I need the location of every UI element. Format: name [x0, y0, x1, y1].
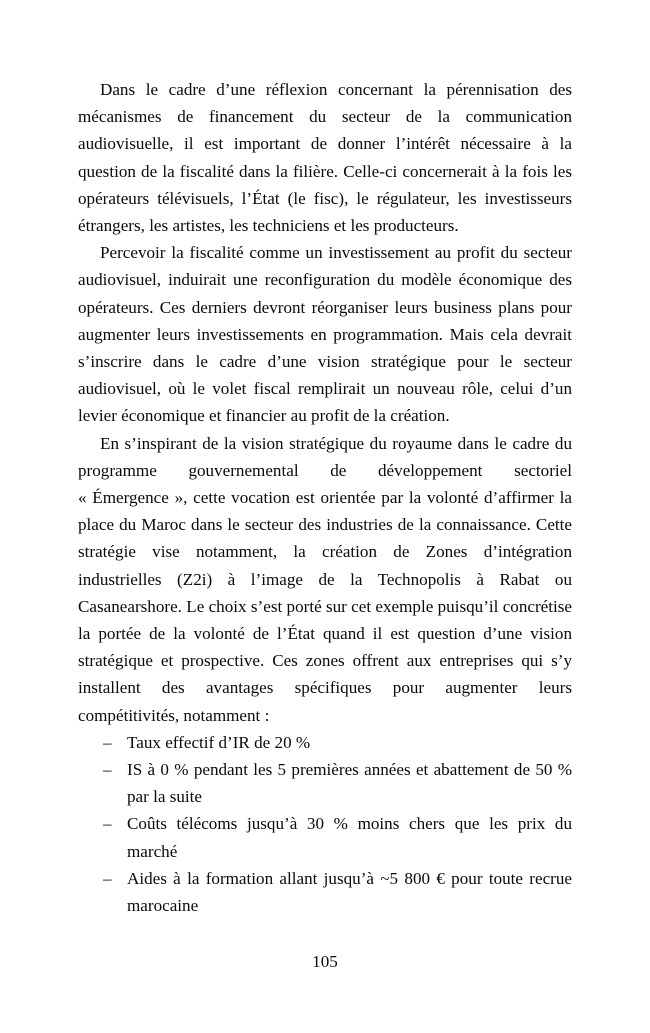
list-dash-icon: –: [103, 760, 112, 780]
list-item-label: Taux effectif d’IR de 20 %: [127, 732, 311, 752]
paragraph-vision-strategique-emergence: En s’inspirant de la vision stratégique du royaume dans le cadre du programme gouvernemental de développement sectoriel « Émergence », cette vocation est orientée par la volonté d’affirmer la place du Maroc dans le secteur des industries de la connaissance. Cette stratégie vise notamment, la création de Zones d’intégration industrielles (Z2i) à l’image de la Technopolis à Rabat ou Casanearshore. Le choix s’est porté sur cet exemple puisqu’il concrétise la portée de la volonté de l’État quand il est question d’une vision stratégique et prospective. Ces zones offrent aux entreprises qui s’y installent des avantages spécifiques pour augmenter leurs compétitivités, notamment :: [78, 433, 572, 725]
list-dash-icon: –: [103, 868, 112, 888]
list-item-label: Aides à la formation allant jusqu’à ~5 800 € pour toute recrue marocaine: [127, 868, 572, 916]
advantages-list: [78, 729, 572, 919]
list-item: [78, 729, 572, 756]
paragraph-fiscalite-investissement: Percevoir la fiscalité comme un investissement au profit du secteur audiovisuel, induirait une reconfiguration du modèle économique des opérateurs. Ces derniers devront réorganiser leurs business plans pour augmenter leurs investissements en programmation. Mais cela devrait s’inscrire dans le cadre d’une vision stratégique pour le secteur audiovisuel, où le volet fiscal remplirait un nouveau rôle, celui d’un levier économique et financier au profit de la création.: [78, 243, 572, 426]
list-item-label: IS à 0 % pendant les 5 premières années et abattement de 50 % par la suite: [127, 760, 572, 807]
list-item: [78, 756, 572, 810]
body-text-column: [78, 76, 572, 919]
list-item: [78, 810, 572, 864]
list-dash-icon: –: [103, 732, 112, 752]
list-item: [78, 865, 572, 919]
list-dash-icon: –: [103, 814, 112, 834]
page-number: 105: [312, 952, 338, 971]
paragraph-fiscalite-perennisation: Dans le cadre d’une réflexion concernant la pérennisation des mécanismes de financement du secteur de la communication audiovisuelle, il est important de donner l’intérêt nécessaire à la question de la fiscalité dans la filière. Celle-ci concernerait à la fois les opérateurs télévisuels, l’État (le fisc), le régulateur, les investisseurs étrangers, les artistes, les techniciens et les producteurs.: [78, 80, 572, 236]
list-item-label: Coûts télécoms jusqu’à 30 % moins chers que les prix du marché: [127, 814, 572, 861]
